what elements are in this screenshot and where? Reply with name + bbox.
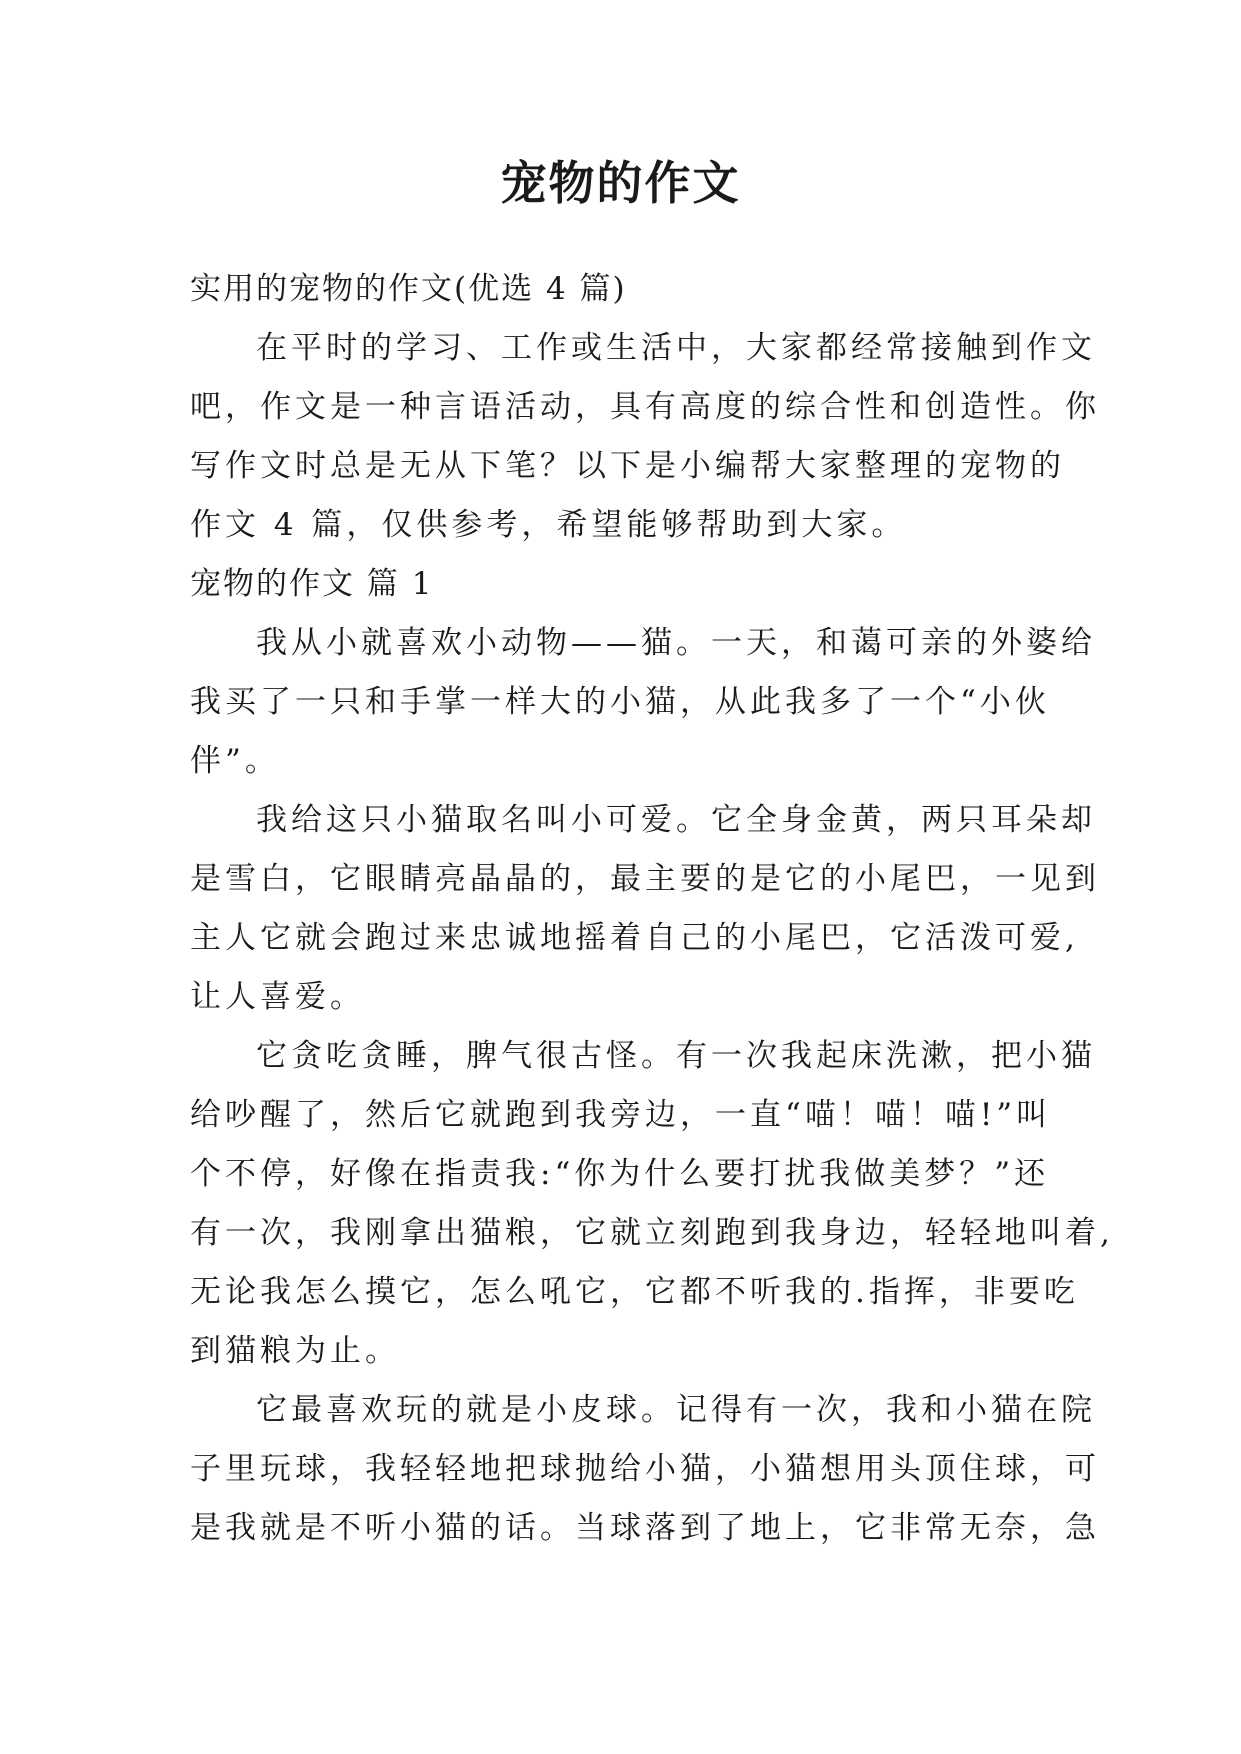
article-subtitle: 实用的宠物的作文(优选 4 篇) [190, 271, 627, 307]
paragraph [190, 1381, 1100, 1558]
text-line: 我给这只小猫取名叫小可爱。它全身金黄，两只耳朵却 [256, 802, 1096, 838]
text-line: 无论我怎么摸它，怎么吼它，它都不听我的.指挥，非要吃 [190, 1274, 1079, 1310]
text-line: 是我就是不听小猫的话。当球落到了地上，它非常无奈，急 [190, 1510, 1100, 1546]
text-line: 写作文时总是无从下笔？以下是小编帮大家整理的宠物的 [190, 448, 1065, 484]
page-title: 宠物的作文 [500, 156, 741, 210]
text-line: 有一次，我刚拿出猫粮，它就立刻跑到我身边，轻轻地叫着, [190, 1215, 1114, 1251]
text-line: 到猫粮为止。 [190, 1333, 400, 1369]
text-line: 它最喜欢玩的就是小皮球。记得有一次，我和小猫在院 [256, 1392, 1096, 1428]
paragraph [190, 791, 1100, 1027]
intro-paragraph [190, 319, 1100, 555]
section-heading: 宠物的作文 篇 1 [190, 566, 434, 602]
text-line: 在平时的学习、工作或生活中，大家都经常接触到作文 [256, 330, 1096, 366]
text-line: 给吵醒了，然后它就跑到我旁边，一直“喵！喵！喵!”叫 [190, 1097, 1052, 1133]
text-line: 让人喜爱。 [190, 979, 365, 1015]
text-line: 是雪白，它眼睛亮晶晶的，最主要的是它的小尾巴，一见到 [190, 861, 1100, 897]
document-body [190, 260, 1114, 1558]
text-line: 个不停，好像在指责我:“你为什么要打扰我做美梦？”还 [190, 1156, 1050, 1192]
text-line: 我从小就喜欢小动物——猫。一天，和蔼可亲的外婆给 [256, 625, 1096, 661]
text-line: 伴”。 [190, 743, 280, 779]
paragraph [190, 1027, 1114, 1381]
text-line: 子里玩球，我轻轻地把球抛给小猫，小猫想用头顶住球，可 [190, 1451, 1100, 1487]
text-line: 我买了一只和手掌一样大的小猫，从此我多了一个“小伙 [190, 684, 1050, 720]
paragraph [190, 614, 1096, 791]
text-line: 作文 4 篇，仅供参考，希望能够帮助到大家。 [190, 507, 907, 543]
text-line: 吧，作文是一种言语活动，具有高度的综合性和创造性。你 [190, 389, 1100, 425]
text-line: 它贪吃贪睡，脾气很古怪。有一次我起床洗漱，把小猫 [256, 1038, 1096, 1074]
text-line: 主人它就会跑过来忠诚地摇着自己的小尾巴，它活泼可爱, [190, 920, 1079, 956]
